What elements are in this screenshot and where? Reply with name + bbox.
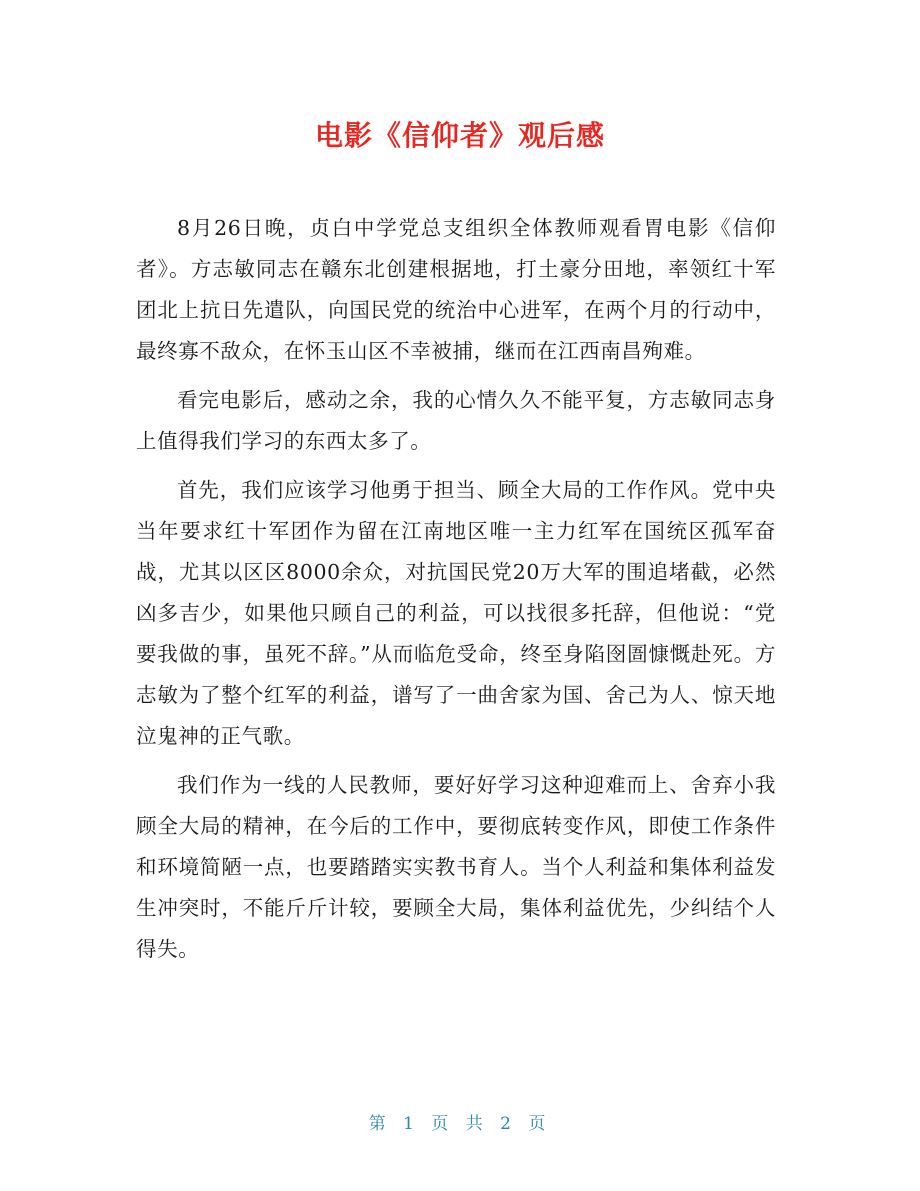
document-body xyxy=(136,208,776,978)
page-number-footer: 第 1 页 共 2 页 xyxy=(368,1114,552,1134)
paragraph-2: 看完电影后，感动之余，我的心情久久不能平复，方志敏同志身上值得我们学习的东西太多了。 xyxy=(136,388,776,453)
paragraph-3: 首先，我们应该学习他勇于担当、顾全大局的工作作风。党中央当年要求红十军团作为留在江南地区唯一主力红军在国统区孤军奋战，尤其以区区8000余众，对抗国民党20万大军的围追堵截，必然凶多吉少，如果他只顾自己的利益，可以找很多托辞，但他说：“党要我做的事，虽死不辞。”从而临危受命，终至身陷囹圄慷慨赴死。方志敏为了整个红军的利益，谱写了一曲舍家为国、舍己为人、惊天地泣鬼神的正气歌。 xyxy=(136,478,776,748)
paragraph-4: 我们作为一线的人民教师，要好好学习这种迎难而上、舍弃小我顾全大局的精神，在今后的工作中，要彻底转变作风，即使工作条件和环境简陋一点，也要踏踏实实教书育人。当个人利益和集体利益发生冲突时，不能斤斤计较，要顾全大局，集体利益优先，少纠结个人得失。 xyxy=(136,773,776,961)
page-title: 电影《信仰者》观后感 xyxy=(314,119,605,152)
paragraph-1: 8月26日晚，贞白中学党总支组织全体教师观看胃电影《信仰者》。方志敏同志在赣东北创建根据地，打土豪分田地，率领红十军团北上抗日先遣队，向国民党的统治中心进军，在两个月的行动中，最终寡不敌众，在怀玉山区不幸被捕，继而在江西南昌殉难。 xyxy=(136,216,776,363)
